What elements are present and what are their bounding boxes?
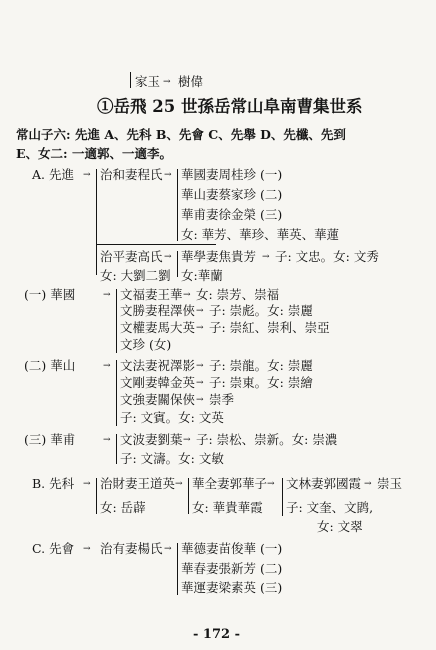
section-a-head: A. 先進 bbox=[32, 167, 74, 182]
section-c-children-vline bbox=[177, 543, 178, 595]
arrow-icon: → bbox=[83, 479, 91, 489]
group-2-label: (二) 華山 bbox=[24, 358, 76, 373]
section-b-son-vline bbox=[188, 478, 189, 514]
arrow-icon: → bbox=[103, 290, 111, 300]
arrow-icon: → bbox=[164, 252, 172, 262]
top-right-name: 樹偉 bbox=[178, 74, 204, 89]
top-left-name: 家玉 bbox=[135, 74, 161, 89]
group-2-desc-1: 子: 崇龍。女: 崇麗 bbox=[209, 358, 313, 373]
arrow-icon: → bbox=[183, 290, 191, 300]
group-2-row-3: 文強妻關保俠 bbox=[120, 392, 196, 407]
section-b-grandson: 文林妻郭國霞 bbox=[286, 476, 362, 491]
section-c-head: C. 先會 bbox=[32, 541, 75, 556]
group-1-desc-3: 子: 崇紅、崇利、崇亞 bbox=[209, 320, 330, 335]
section-a-children-vline bbox=[177, 169, 178, 241]
arrow-icon: → bbox=[183, 435, 191, 445]
section-c-spouse: 治有妻楊氏 bbox=[100, 541, 163, 556]
group-3-row-2: 子: 文濤。女: 文敏 bbox=[120, 451, 224, 466]
group-1-row-1: 文福妻王華 bbox=[120, 287, 183, 302]
group-3-desc-1: 子: 崇松、崇新。女: 崇濃 bbox=[196, 432, 338, 447]
section-b-vline bbox=[96, 478, 97, 514]
arrow-icon: → bbox=[196, 395, 204, 405]
section-a-daughter-3: 女:華蘭 bbox=[181, 268, 223, 283]
group-1-label: (一) 華國 bbox=[24, 287, 76, 302]
arrow-icon: → bbox=[83, 544, 91, 554]
arrow-icon: → bbox=[196, 306, 204, 316]
section-b-daughter-2: 女: 華貴華霞 bbox=[192, 500, 263, 515]
group-2-row-1: 文法妻祝澤影 bbox=[120, 358, 196, 373]
arrow-icon: → bbox=[103, 435, 111, 445]
arrow-icon: → bbox=[164, 544, 172, 554]
arrow-icon: → bbox=[83, 170, 91, 180]
group-2-vline bbox=[116, 360, 117, 426]
section-a-child-1: 華國妻周桂珍 (一) bbox=[181, 167, 283, 182]
arrow-icon: → bbox=[196, 378, 204, 388]
group-1-desc-1: 女: 崇芳、崇福 bbox=[196, 287, 280, 302]
arrow-icon: → bbox=[196, 323, 204, 333]
section-c-child-1: 華德妻苗俊華 (一) bbox=[181, 541, 283, 556]
section-a-vline bbox=[96, 169, 97, 275]
section-a-child-2: 華山妻蔡家珍 (二) bbox=[181, 187, 283, 202]
section-a-spouse-2: 治平妻高氏 bbox=[100, 249, 163, 264]
group-3-label: (三) 華甫 bbox=[24, 432, 76, 447]
section-b-sons: 子: 文奎、文鹍, bbox=[286, 500, 374, 515]
group-2-row-2: 文剛妻韓金英 bbox=[120, 375, 196, 390]
arrow-icon: → bbox=[262, 252, 270, 262]
section-b-daughter: 女: 岳薜 bbox=[100, 500, 146, 515]
group-2-desc-3: 崇季 bbox=[209, 392, 235, 407]
arrow-icon: → bbox=[103, 361, 111, 371]
page-number: - 172 - bbox=[193, 627, 240, 642]
group-3-row-1: 文波妻劉葉 bbox=[120, 432, 183, 447]
intro-line-2: E、女二: 一適郭、一適李。 bbox=[16, 146, 172, 161]
section-c-child-2: 華春妻張新芳 (二) bbox=[181, 561, 283, 576]
arrow-icon: → bbox=[163, 77, 171, 87]
section-b-great-grandson: 崇玉 bbox=[377, 476, 403, 491]
group-3-vline bbox=[116, 434, 117, 464]
section-a-child-4: 華學妻焦貴芳 bbox=[181, 249, 257, 264]
group-1-desc-2: 子: 崇彪。女: 崇麗 bbox=[209, 303, 313, 318]
section-a-child-4-desc: 子: 文忠。女: 文秀 bbox=[275, 249, 379, 264]
arrow-icon: → bbox=[164, 170, 172, 180]
section-b-spouse: 治財妻王道英 bbox=[100, 476, 176, 491]
section-b-son: 華全妻郭華子 bbox=[192, 476, 268, 491]
intro-line-1: 常山子六: 先進 A、先科 B、先會 C、先舉 D、先櫼、先到 bbox=[16, 127, 346, 142]
section-a-daughters: 女: 華芳、華珍、華英、華蓮 bbox=[181, 227, 340, 242]
section-a-child-3: 華甫妻徐金榮 (三) bbox=[181, 207, 283, 222]
group-2-desc-2: 子: 崇東。女: 崇繪 bbox=[209, 375, 313, 390]
section-a-daughters-2: 女: 大劉二劉 bbox=[100, 268, 171, 283]
arrow-icon: → bbox=[175, 479, 183, 489]
arrow-icon: → bbox=[267, 479, 275, 489]
section-a-hline bbox=[96, 244, 216, 245]
section-a-spouse-1: 治和妻程氏 bbox=[100, 167, 163, 182]
group-1-vline bbox=[116, 289, 117, 353]
group-2-row-4: 子: 文賓。女: 文英 bbox=[120, 410, 224, 425]
top-bracket-line bbox=[130, 72, 131, 88]
group-1-row-2: 文勝妻程澤俠 bbox=[120, 303, 196, 318]
page-title: ①岳飛 25 世孫岳常山阜南曹集世系 bbox=[97, 97, 363, 116]
section-b-grandson-vline bbox=[282, 478, 283, 516]
group-1-row-3: 文權妻馬大英 bbox=[120, 320, 196, 335]
arrow-icon: → bbox=[364, 479, 372, 489]
section-b-head: B. 先科 bbox=[32, 476, 75, 491]
group-1-row-4: 文珍 (女) bbox=[120, 337, 172, 352]
section-c-child-3: 華運妻梁素英 (三) bbox=[181, 580, 283, 595]
section-b-daughters: 女: 文翠 bbox=[317, 519, 363, 534]
section-a-second-vline bbox=[177, 251, 178, 277]
arrow-icon: → bbox=[196, 361, 204, 371]
